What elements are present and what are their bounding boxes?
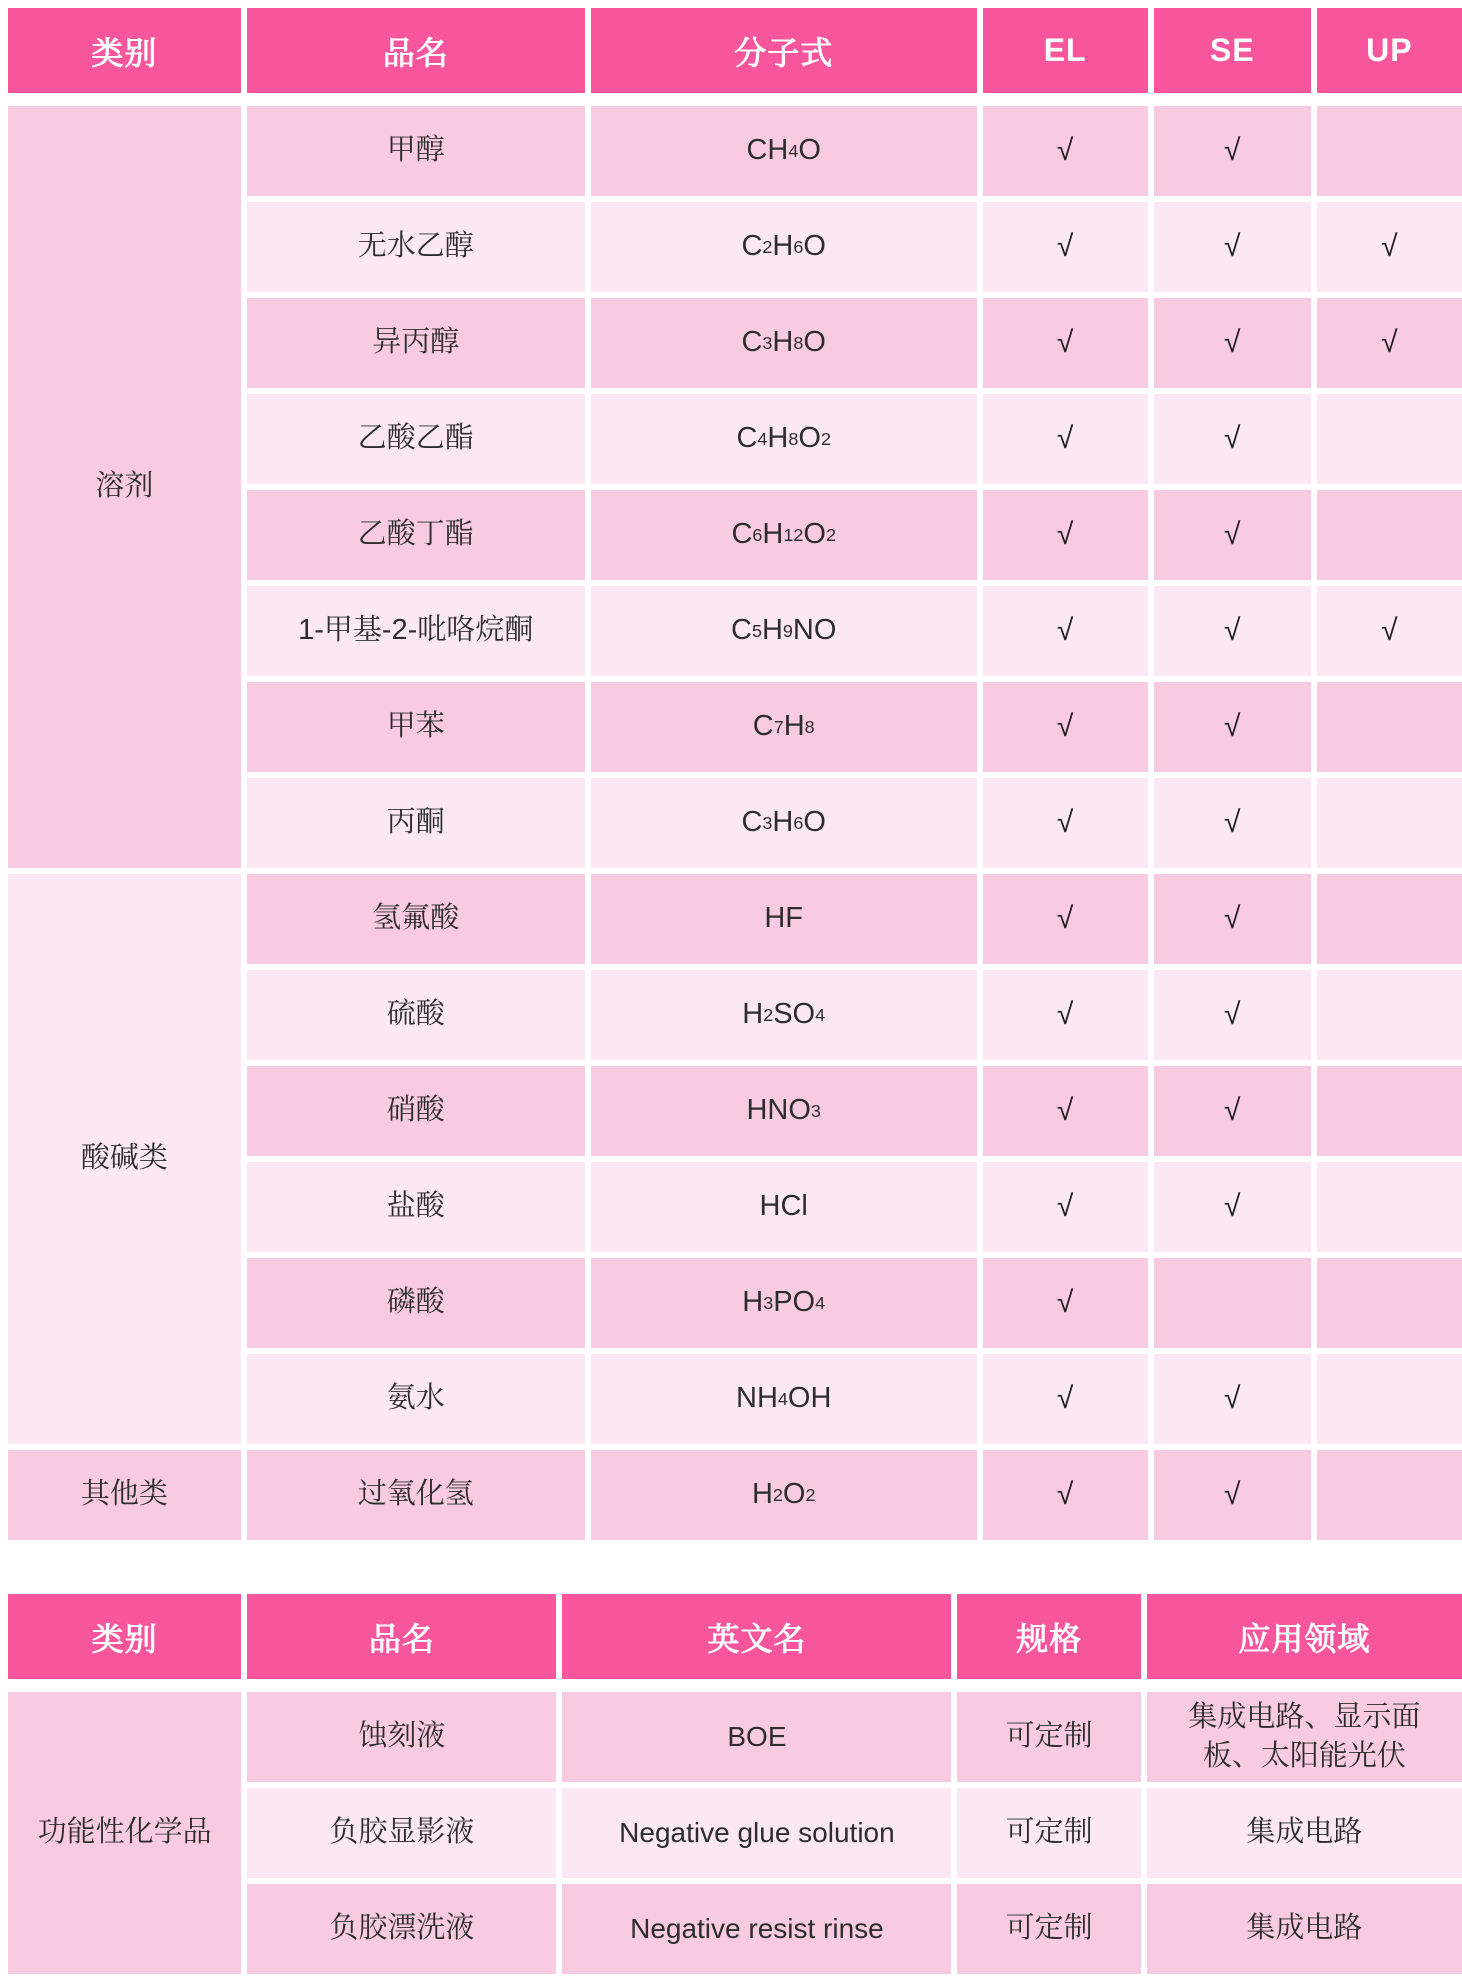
functional-chemicals-table: [8, 1594, 1462, 1974]
check-cell-el: √: [983, 874, 1148, 964]
check-cell-up: [1317, 778, 1462, 868]
check-cell-se: √: [1154, 106, 1311, 196]
product-name-cell: 甲苯: [247, 682, 585, 772]
check-cell-up: [1317, 1258, 1462, 1348]
check-cell-se: √: [1154, 394, 1311, 484]
check-cell-se: √: [1154, 682, 1311, 772]
formula-cell: H 2 O 2: [591, 1450, 977, 1540]
product-name-cell: 1-甲基-2-吡咯烷酮: [247, 586, 585, 676]
product-name-cell: 无水乙醇: [247, 202, 585, 292]
check-cell-se: √: [1154, 874, 1311, 964]
formula-cell: C 7 H 8: [591, 682, 977, 772]
application-cell: 集成电路、显示面板、太阳能光伏: [1147, 1692, 1462, 1782]
spec-cell: 可定制: [957, 1692, 1140, 1782]
check-cell-se: √: [1154, 490, 1311, 580]
check-cell-up: [1317, 490, 1462, 580]
col-header-el: EL: [983, 8, 1148, 93]
formula-cell: HCl: [591, 1162, 977, 1252]
table2-body: [8, 1692, 1462, 1974]
product-name-cell: 过氧化氢: [247, 1450, 585, 1540]
col-header-spec: 规格: [957, 1594, 1140, 1679]
formula-cell: H 3 PO 4: [591, 1258, 977, 1348]
product-name-cell: 氨水: [247, 1354, 585, 1444]
col-header-product-name: 品名: [247, 1594, 556, 1679]
check-cell-up: [1317, 874, 1462, 964]
check-cell-se: √: [1154, 970, 1311, 1060]
product-name-cell: 硝酸: [247, 1066, 585, 1156]
product-name-cell: 氢氟酸: [247, 874, 585, 964]
formula-cell: C 3 H 6 O: [591, 778, 977, 868]
check-cell-up: [1317, 106, 1462, 196]
check-cell-up: [1317, 1450, 1462, 1540]
product-name-cell: 负胶显影液: [247, 1788, 556, 1878]
product-name-cell: 乙酸丁酯: [247, 490, 585, 580]
formula-cell: C 2 H 6 O: [591, 202, 977, 292]
col-header-se: SE: [1154, 8, 1311, 93]
col-header-up: UP: [1317, 8, 1462, 93]
check-cell-el: √: [983, 202, 1148, 292]
formula-cell: C 5 H 9 NO: [591, 586, 977, 676]
check-cell-el: √: [983, 106, 1148, 196]
check-cell-el: √: [983, 1450, 1148, 1540]
spec-cell: 可定制: [957, 1884, 1140, 1974]
category-cell: 溶剂: [8, 106, 241, 868]
english-name-cell: Negative glue solution: [562, 1788, 951, 1878]
formula-cell: C 4 H 8 O 2: [591, 394, 977, 484]
check-cell-el: √: [983, 1258, 1148, 1348]
formula-cell: NH 4 OH: [591, 1354, 977, 1444]
table1-body: [8, 106, 1462, 1540]
check-cell-el: √: [983, 778, 1148, 868]
check-cell-up: √: [1317, 202, 1462, 292]
product-name-cell: 异丙醇: [247, 298, 585, 388]
col-header-formula: 分子式: [591, 8, 977, 93]
check-cell-se: [1154, 1258, 1311, 1348]
check-cell-el: √: [983, 682, 1148, 772]
product-name-cell: 盐酸: [247, 1162, 585, 1252]
check-cell-se: √: [1154, 778, 1311, 868]
col-header-category: 类别: [8, 1594, 241, 1679]
english-name-cell: BOE: [562, 1692, 951, 1782]
formula-cell: CH 4 O: [591, 106, 977, 196]
formula-cell: HNO 3: [591, 1066, 977, 1156]
formula-cell: H 2 SO 4: [591, 970, 977, 1060]
english-name-cell: Negative resist rinse: [562, 1884, 951, 1974]
category-cell: 酸碱类: [8, 874, 241, 1444]
product-name-cell: 乙酸乙酯: [247, 394, 585, 484]
check-cell-el: √: [983, 1066, 1148, 1156]
formula-cell: C 3 H 8 O: [591, 298, 977, 388]
col-header-application: 应用领域: [1147, 1594, 1462, 1679]
check-cell-up: [1317, 1066, 1462, 1156]
check-cell-el: √: [983, 490, 1148, 580]
product-name-cell: 硫酸: [247, 970, 585, 1060]
check-cell-up: [1317, 394, 1462, 484]
check-cell-se: √: [1154, 1450, 1311, 1540]
col-header-english-name: 英文名: [562, 1594, 951, 1679]
check-cell-el: √: [983, 1162, 1148, 1252]
check-cell-up: √: [1317, 586, 1462, 676]
check-cell-el: √: [983, 1354, 1148, 1444]
application-cell: 集成电路: [1147, 1788, 1462, 1878]
check-cell-el: √: [983, 298, 1148, 388]
check-cell-el: √: [983, 970, 1148, 1060]
product-name-cell: 负胶漂洗液: [247, 1884, 556, 1974]
category-cell: 功能性化学品: [8, 1692, 241, 1974]
product-name-cell: 甲醇: [247, 106, 585, 196]
col-header-product-name: 品名: [247, 8, 585, 93]
table2-header-row: [8, 1594, 1462, 1679]
check-cell-se: √: [1154, 1162, 1311, 1252]
check-cell-se: √: [1154, 1354, 1311, 1444]
check-cell-up: [1317, 970, 1462, 1060]
spec-cell: 可定制: [957, 1788, 1140, 1878]
chemical-table: [8, 8, 1462, 1540]
product-name-cell: 磷酸: [247, 1258, 585, 1348]
table1-header-row: [8, 8, 1462, 93]
application-cell: 集成电路: [1147, 1884, 1462, 1974]
check-cell-el: √: [983, 586, 1148, 676]
check-cell-se: √: [1154, 298, 1311, 388]
category-cell: 其他类: [8, 1450, 241, 1540]
check-cell-up: [1317, 1162, 1462, 1252]
check-cell-up: [1317, 1354, 1462, 1444]
check-cell-se: √: [1154, 586, 1311, 676]
check-cell-up: [1317, 682, 1462, 772]
product-name-cell: 丙酮: [247, 778, 585, 868]
formula-cell: HF: [591, 874, 977, 964]
check-cell-se: √: [1154, 1066, 1311, 1156]
check-cell-up: √: [1317, 298, 1462, 388]
check-cell-se: √: [1154, 202, 1311, 292]
check-cell-el: √: [983, 394, 1148, 484]
col-header-category: 类别: [8, 8, 241, 93]
product-name-cell: 蚀刻液: [247, 1692, 556, 1782]
formula-cell: C 6 H 12 O 2: [591, 490, 977, 580]
